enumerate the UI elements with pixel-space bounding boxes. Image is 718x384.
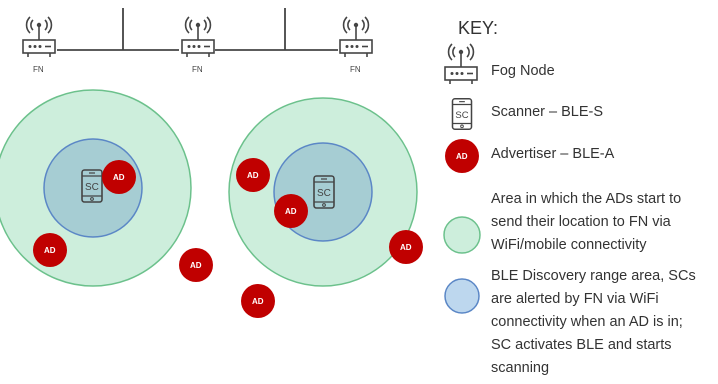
cluster-right (229, 98, 423, 286)
key-icons (444, 44, 480, 313)
fog-node (340, 17, 372, 74)
advertiser-label: AD (247, 171, 259, 180)
fog-node (23, 17, 55, 74)
advertiser (236, 158, 270, 192)
key-text-fog-node: Fog Node (491, 63, 555, 79)
scanner-label: SC (455, 109, 469, 121)
key-text-green-area: Area in which the ADs start to send their location to FN via WiFi/mobile connectivity (491, 191, 682, 253)
fog-node-icon (340, 17, 372, 57)
fog-node (182, 17, 214, 74)
advertiser (33, 233, 67, 267)
advertiser-label: AD (252, 297, 264, 306)
fog-node-label: FN (192, 65, 203, 74)
fog-node-icon (182, 17, 214, 57)
advertiser-label: AD (456, 152, 468, 161)
advertiser (241, 284, 275, 318)
advertiser-label: AD (285, 207, 297, 216)
green-area-icon (444, 217, 480, 253)
key-text-advertiser: Advertiser – BLE-A (491, 146, 615, 162)
fog-node-icon (445, 44, 477, 84)
advertiser-label: AD (190, 261, 202, 270)
cluster-left (0, 90, 191, 286)
key-title: KEY: (458, 18, 499, 38)
advertiser-label: AD (400, 243, 412, 252)
advertiser-label: AD (113, 173, 125, 182)
advertiser-label: AD (44, 246, 56, 255)
key-text-blue-area: BLE Discovery range area, SCs are alerted by FN via WiFi connectivity when an AD is in; SC activates BLE and starts scanning (491, 268, 696, 376)
fog-node-label: FN (33, 65, 44, 74)
advertiser (102, 160, 136, 194)
advertiser (389, 230, 423, 264)
fog-node-icon (23, 17, 55, 57)
key-text-scanner: Scanner – BLE-S (491, 104, 604, 120)
fog-node-label: FN (350, 65, 361, 74)
blue-area-icon (445, 279, 479, 313)
advertiser (274, 194, 308, 228)
scanner-label: SC (85, 182, 99, 193)
advertiser (179, 248, 213, 282)
key-item-fog-node (445, 44, 477, 84)
key-item-advertiser (445, 139, 479, 173)
scanner-label: SC (317, 188, 331, 199)
key-item-scanner (453, 99, 472, 129)
